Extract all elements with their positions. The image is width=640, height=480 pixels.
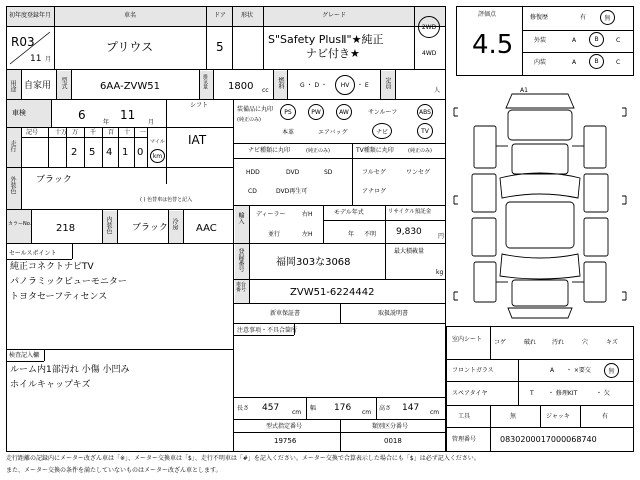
spare-tire-label: スペアタイヤ bbox=[452, 390, 488, 397]
interior-color: ブラック bbox=[132, 223, 168, 233]
sales-point-item-0: 純正コネクトナビTV bbox=[10, 262, 94, 272]
inspection-label: 車検 bbox=[12, 109, 26, 117]
max-load-unit: kg bbox=[436, 269, 444, 276]
mileage-digit-label-2: 万 bbox=[72, 129, 79, 136]
navi-type-hdd: HDD bbox=[246, 169, 260, 176]
mileage-digit-0: 2 bbox=[71, 147, 78, 158]
type-cert: 19756 bbox=[274, 437, 297, 445]
mileage-digit-label-0: 記号 bbox=[26, 129, 39, 136]
fuel-hv-mark: HV bbox=[335, 75, 355, 95]
interior-seat-label: 室内シート bbox=[452, 336, 483, 343]
footer-line1: 走行距離の記録内にメーター改ざん車は「※」、メーター交換車は「$」、走行不明車は「#」を記入ください。メーター交換で合算表示した場合にも「$」は必ず記入ください。 bbox=[6, 455, 480, 462]
import-parallel: 並行 bbox=[268, 231, 281, 238]
tv-type-fullseg: フルセグ bbox=[362, 169, 386, 176]
jack-label: ジャッキ bbox=[546, 413, 570, 420]
exterior-grade-c: C bbox=[616, 37, 621, 44]
chassis-value: ZVW51-6224442 bbox=[290, 287, 375, 298]
equip-tv-mark: TV bbox=[417, 123, 433, 139]
width: 176 bbox=[334, 403, 352, 413]
inspector-item-0: ルーム内1部汚れ 小傷 小凹み bbox=[10, 365, 130, 375]
mileage-row bbox=[6, 128, 234, 168]
equipment-label: 装備品に丸印 bbox=[237, 106, 274, 113]
seat-item-1: 破れ bbox=[524, 339, 537, 346]
exterior-grade-label: 外装 bbox=[534, 37, 547, 44]
model-label: 型式 bbox=[60, 77, 67, 89]
length-label: 長さ bbox=[237, 405, 250, 412]
displacement: 1800 bbox=[228, 81, 254, 92]
length-unit: cm bbox=[292, 409, 302, 416]
exterior-note: ( ) 色替車は色替と記入 bbox=[140, 197, 193, 203]
capacity-label: 定員 bbox=[384, 77, 391, 89]
mileage-digit-label-4: 百 bbox=[108, 129, 115, 136]
displacement-label: 排気量 bbox=[202, 74, 208, 89]
inspection-year-unit: 年 bbox=[103, 119, 110, 126]
import-dealer: ディーラー bbox=[256, 211, 286, 218]
grade-line2: ナビ付き★ bbox=[306, 47, 360, 60]
interior-color-label: 内装色 bbox=[105, 216, 112, 234]
tv-type-analog: アナログ bbox=[362, 188, 387, 195]
shift: IAT bbox=[188, 133, 207, 147]
color-no-label: カラーNo. bbox=[8, 221, 32, 227]
interior-grade-c: C bbox=[616, 59, 621, 66]
front-glass-none-mark: 無 bbox=[604, 363, 619, 378]
mileage-digit-label-6: 一 bbox=[140, 129, 147, 136]
model-year-label: モデル年式 bbox=[334, 209, 364, 216]
notes-label: 注意事項・不具合箇所 bbox=[237, 327, 298, 334]
reg-month: 11 bbox=[30, 54, 42, 64]
car-diagram bbox=[450, 86, 630, 322]
mileage-digit-2: 4 bbox=[106, 147, 113, 158]
import-label: 輸入 bbox=[237, 212, 244, 224]
seat-item-2: 汚れ bbox=[552, 339, 565, 346]
max-load-label: 最大積載量 bbox=[394, 248, 425, 255]
inspection-year: 6 bbox=[78, 108, 86, 122]
warranty-new: 新車保証書 bbox=[270, 310, 301, 317]
inspector-item-1: ホイルキャップキズ bbox=[10, 380, 91, 390]
length: 457 bbox=[262, 403, 280, 413]
drive-2wd-mark: 2WD bbox=[418, 16, 440, 38]
tv-type-oneseg: ワンセグ bbox=[406, 169, 431, 176]
jack-value: 有 bbox=[602, 413, 609, 420]
first-reg-label: 初年度登録年月 bbox=[9, 12, 52, 19]
equip-pw-mark: PW bbox=[308, 104, 324, 120]
spare-tire-t: T bbox=[530, 390, 534, 397]
seat-item-0: コゲ bbox=[494, 339, 507, 346]
doors-label: ドア bbox=[214, 12, 226, 19]
interior-grade-label: 内装 bbox=[534, 59, 547, 66]
repair-yes: 有 bbox=[580, 14, 587, 21]
mileage-label: 走行 bbox=[9, 140, 16, 152]
navi-types-sub: (純正のみ) bbox=[306, 148, 330, 154]
recycle-label: リサイクル預託金 bbox=[388, 209, 432, 215]
drive-4wd: 4WD bbox=[422, 50, 437, 57]
plate-value: 福岡303な3068 bbox=[276, 257, 351, 268]
tools-value: 無 bbox=[510, 413, 517, 420]
shape-label: 形状 bbox=[241, 12, 254, 19]
displacement-unit: cc bbox=[262, 87, 269, 94]
equip-aw-mark: AW bbox=[336, 104, 352, 120]
use: 自家用 bbox=[24, 81, 52, 91]
navi-type-cd: CD bbox=[248, 188, 257, 195]
recycle-unit: 円 bbox=[438, 233, 445, 240]
chassis-label: 車台番号 bbox=[236, 282, 247, 293]
exterior-color: ブラック bbox=[36, 175, 72, 185]
diagram-top-label: A1 bbox=[520, 87, 528, 94]
equip-ps-mark: PS bbox=[280, 104, 296, 120]
use-label: 用途 bbox=[9, 80, 16, 92]
grade-label: グレード bbox=[322, 12, 347, 19]
interior-grade-a: A bbox=[572, 59, 577, 66]
model: 6AA-ZVW51 bbox=[100, 81, 161, 92]
height: 147 bbox=[402, 403, 420, 413]
inspector-label: 検査記入欄 bbox=[9, 352, 40, 359]
spare-tire-missing: ・ 欠 bbox=[596, 390, 610, 397]
navi-type-dvd-play: DVD再生可 bbox=[276, 188, 308, 195]
front-glass-label: フロントガラス bbox=[452, 367, 494, 374]
reg-month-unit: 月 bbox=[45, 56, 52, 63]
equip-sunroof: サンルーフ bbox=[368, 109, 398, 116]
sales-point-item-2: トヨタセーフティセンス bbox=[10, 292, 108, 302]
navi-types-label: ナビ種類に丸印 bbox=[248, 147, 291, 154]
height-unit: cm bbox=[430, 409, 440, 416]
management-label: 管理番号 bbox=[452, 436, 477, 443]
height-label: 高さ bbox=[379, 405, 392, 412]
equip-leather: 本革 bbox=[282, 129, 295, 136]
plate-label: 登録番号 bbox=[237, 248, 244, 272]
inspection-month: 11 bbox=[120, 108, 136, 122]
fuel-other: ・ E bbox=[357, 82, 369, 89]
score-value: 4.5 bbox=[472, 30, 514, 60]
mileage-digit-label-5: 十 bbox=[124, 129, 131, 136]
mileage-unit-mile: マイル bbox=[150, 139, 165, 145]
management-value: 0830200017000068740 bbox=[500, 435, 597, 444]
car-name: プリウス bbox=[106, 40, 154, 54]
footer-line2: また、メーター交換の条件を満たしていないものはメーター改ざん車とします。 bbox=[6, 467, 222, 474]
spare-tire-kit: ・ 修理KIT bbox=[548, 390, 578, 397]
mileage-digit-1: 5 bbox=[89, 147, 96, 158]
exterior-grade-b-mark: B bbox=[589, 32, 604, 47]
exterior-grade-a: A bbox=[572, 37, 577, 44]
inspection-month-unit: 月 bbox=[148, 119, 155, 126]
warranty-manual: 取扱説明書 bbox=[378, 310, 409, 317]
front-glass-a: A bbox=[550, 367, 555, 374]
seat-item-3: 穴 bbox=[582, 339, 589, 346]
exterior-label: 外装色 bbox=[9, 176, 16, 194]
tv-types-label: TV種類に丸印 bbox=[356, 147, 394, 154]
mileage-digit-3: 1 bbox=[122, 147, 129, 158]
era-year: R03 bbox=[11, 35, 35, 49]
car-name-label: 車名 bbox=[124, 12, 137, 19]
front-glass-x: ・ ×要交 bbox=[566, 367, 591, 374]
equip-abs-mark: ABS bbox=[417, 104, 433, 120]
equip-navi-mark: ナビ bbox=[372, 123, 392, 139]
sales-point-item-1: パノラミックビューモニター bbox=[10, 277, 127, 287]
mileage-digit-4: 0 bbox=[137, 147, 144, 158]
doors: 5 bbox=[216, 40, 224, 54]
seat-item-4: キズ bbox=[606, 339, 618, 346]
mileage-km-mark: km bbox=[150, 149, 165, 163]
fuel-options: G ・ D ・ bbox=[300, 82, 327, 89]
sales-point-label: セールスポイント bbox=[9, 250, 57, 257]
mileage-digit-label-1: 十万 bbox=[55, 129, 68, 136]
equipment-sublabel: (純正のみ) bbox=[237, 117, 261, 123]
repair-label: 修復歴 bbox=[530, 14, 549, 21]
grade-line1: S"Safety PlusⅡ"★純正 bbox=[268, 33, 384, 46]
color-no: 218 bbox=[56, 223, 76, 234]
type-cert-label: 型式指定番号 bbox=[266, 423, 303, 430]
cooler-label: 冷房 bbox=[171, 218, 178, 230]
navi-type-sd: SD bbox=[324, 169, 333, 176]
model-year-unit: 年 bbox=[348, 231, 355, 238]
model-year-unknown: 不明 bbox=[364, 231, 377, 238]
tools-label: 工具 bbox=[458, 413, 471, 420]
tv-types-sub: (純正のみ) bbox=[408, 148, 432, 154]
repair-no-mark: 無 bbox=[600, 10, 615, 25]
navi-type-dvd: DVD bbox=[286, 169, 300, 176]
capacity-unit: 人 bbox=[434, 87, 441, 94]
category: 0018 bbox=[384, 437, 402, 445]
import-right: 右H bbox=[302, 211, 313, 218]
recycle-value: 9,830 bbox=[396, 227, 422, 237]
category-label: 類別区分番号 bbox=[372, 423, 409, 430]
equip-airbag: エアバッグ bbox=[318, 129, 348, 136]
score-label: 評価点 bbox=[478, 11, 497, 18]
interior-grade-b-mark: B bbox=[589, 54, 604, 69]
shift-label: シフト bbox=[190, 102, 209, 109]
width-label: 幅 bbox=[310, 405, 317, 412]
fuel-label: 燃料 bbox=[277, 77, 284, 89]
cooler: AAC bbox=[196, 223, 217, 234]
width-unit: cm bbox=[362, 409, 372, 416]
mileage-digit-label-3: 千 bbox=[90, 129, 97, 136]
import-left: 左H bbox=[302, 231, 313, 238]
header-label-row bbox=[6, 6, 446, 26]
